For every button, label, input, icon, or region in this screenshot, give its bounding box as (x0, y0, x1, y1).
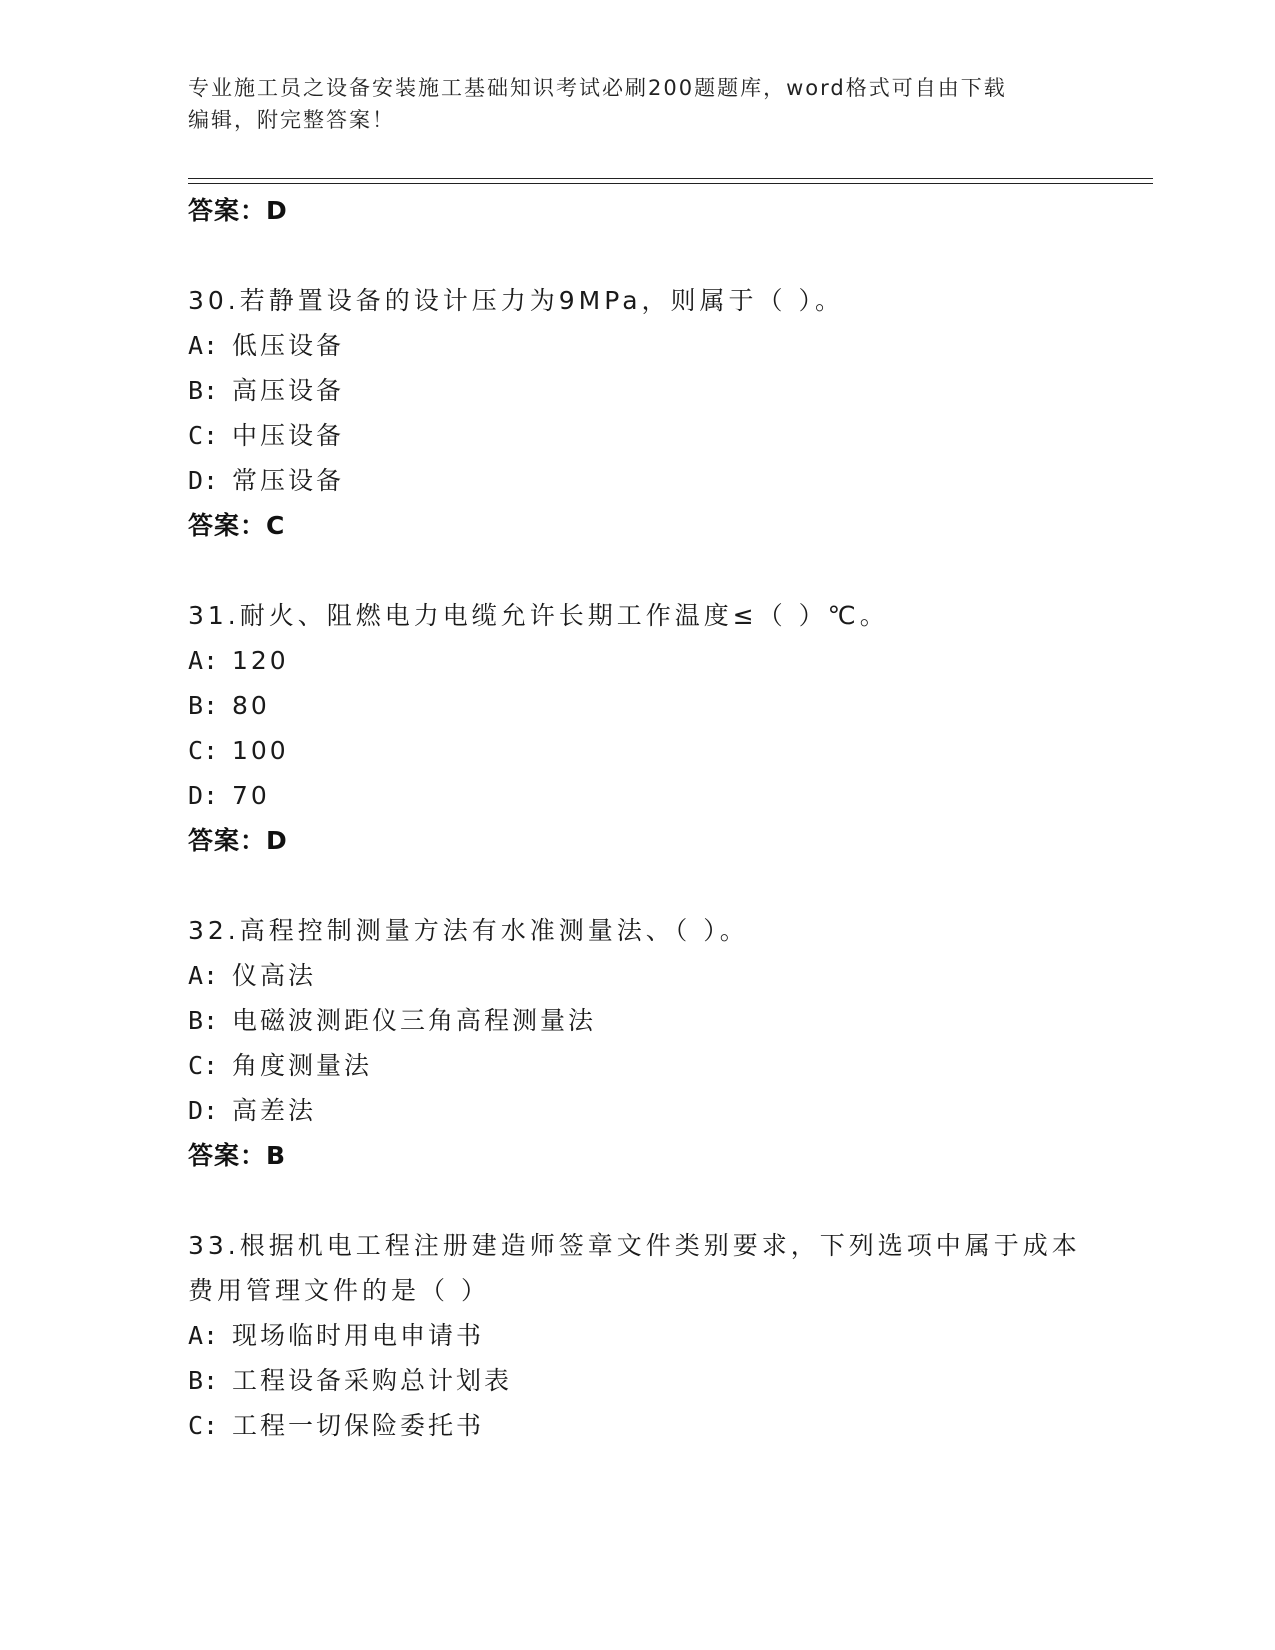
option-d (188, 458, 1148, 503)
option-key: D: (188, 1096, 219, 1125)
question-text-line-2: 费用管理文件的是（ ） (188, 1276, 490, 1305)
question-31 (188, 593, 1148, 864)
option-key: D: (188, 466, 219, 495)
option-key: B: (188, 1366, 219, 1395)
option-key: C: (188, 1051, 219, 1080)
question-text: 31.耐火、阻燃电力电缆允许长期工作温度≤（ ）℃。 (188, 601, 889, 630)
question-32 (188, 908, 1148, 1179)
option-text: 角度测量法 (232, 1051, 373, 1080)
option-key: A: (188, 1321, 219, 1350)
option-text: 高差法 (232, 1096, 317, 1125)
header-line-1: 专业施工员之设备安装施工基础知识考试必刷200题题库，word格式可自由下载 (188, 76, 1007, 100)
document-header (188, 72, 1068, 136)
option-b (188, 1358, 1148, 1403)
answer: 答案：B (188, 1141, 287, 1170)
option-c (188, 1043, 1148, 1088)
option-a (188, 953, 1148, 998)
option-text: 100 (232, 736, 289, 765)
header-rule-top (188, 178, 1153, 179)
option-key: A: (188, 646, 219, 675)
option-key: C: (188, 736, 219, 765)
option-text: 80 (232, 691, 270, 720)
option-text: 工程设备采购总计划表 (232, 1366, 513, 1395)
document-body (188, 188, 1148, 1448)
option-a (188, 638, 1148, 683)
header-line-2: 编辑，附完整答案！ (188, 108, 395, 132)
answer: 答案：C (188, 511, 286, 540)
option-d (188, 773, 1148, 818)
previous-answer: 答案：D (188, 196, 288, 225)
option-text: 现场临时用电申请书 (232, 1321, 485, 1350)
option-text: 工程一切保险委托书 (232, 1411, 485, 1440)
option-text: 常压设备 (232, 466, 345, 495)
option-c (188, 728, 1148, 773)
answer: 答案：D (188, 826, 288, 855)
option-text: 仪高法 (232, 961, 317, 990)
option-key: A: (188, 331, 219, 360)
option-text: 低压设备 (232, 331, 345, 360)
option-key: C: (188, 421, 219, 450)
option-text: 70 (232, 781, 270, 810)
option-b (188, 683, 1148, 728)
header-rule-bottom (188, 183, 1153, 184)
question-text-line-1: 33.根据机电工程注册建造师签章文件类别要求，下列选项中属于成本 (188, 1231, 1081, 1260)
option-b (188, 368, 1148, 413)
option-key: B: (188, 376, 219, 405)
question-text: 30.若静置设备的设计压力为9MPa，则属于（ ）。 (188, 286, 844, 315)
option-text: 高压设备 (232, 376, 345, 405)
option-c (188, 1403, 1148, 1448)
option-text: 120 (232, 646, 289, 675)
question-33 (188, 1223, 1148, 1448)
option-key: D: (188, 781, 219, 810)
option-text: 电磁波测距仪三角高程测量法 (232, 1006, 597, 1035)
option-text: 中压设备 (232, 421, 345, 450)
option-key: A: (188, 961, 219, 990)
option-key: B: (188, 691, 219, 720)
question-text: 32.高程控制测量方法有水准测量法、（ ）。 (188, 916, 749, 945)
option-key: C: (188, 1411, 219, 1440)
option-a (188, 1313, 1148, 1358)
option-d (188, 1088, 1148, 1133)
option-a (188, 323, 1148, 368)
option-c (188, 413, 1148, 458)
option-b (188, 998, 1148, 1043)
option-key: B: (188, 1006, 219, 1035)
question-30 (188, 278, 1148, 549)
